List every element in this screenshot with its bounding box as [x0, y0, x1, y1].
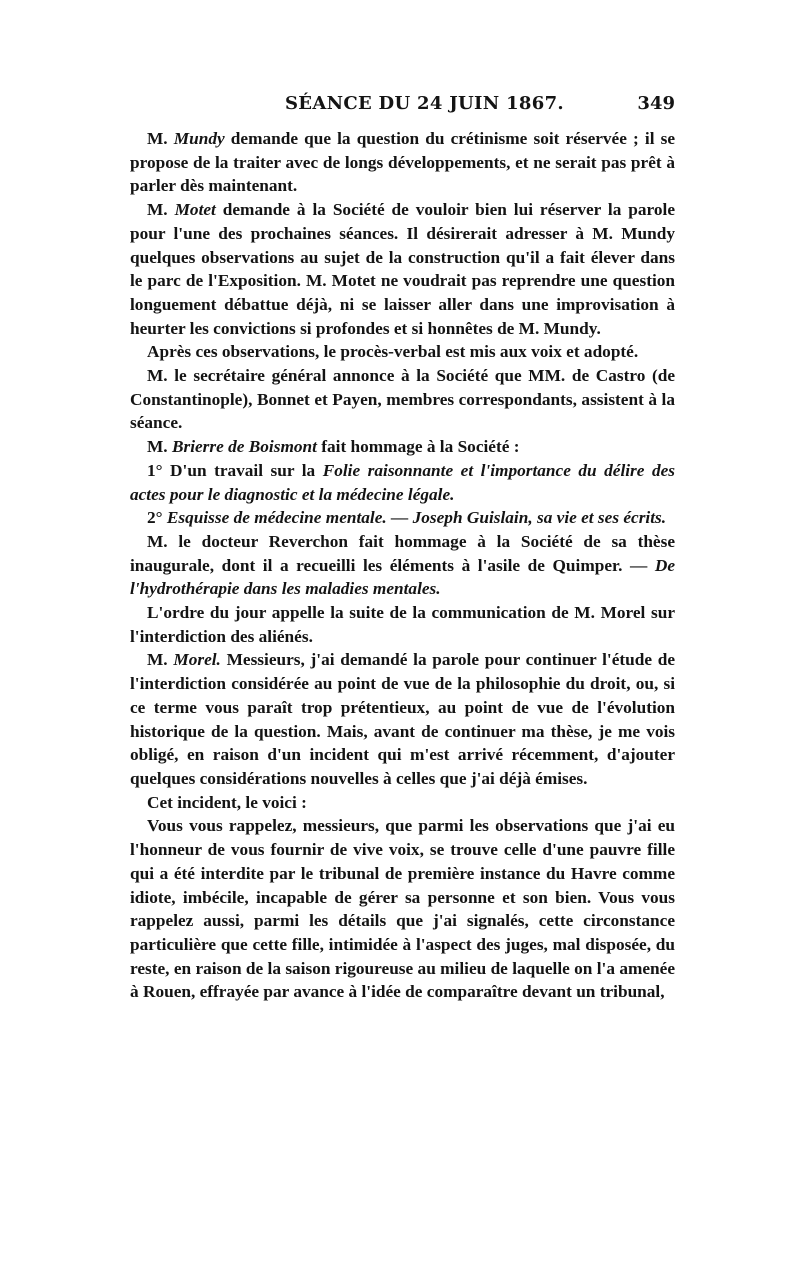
text-run: Cet incident, le voici : — [147, 792, 307, 812]
paragraph — [130, 791, 675, 815]
text-body — [130, 127, 675, 1004]
paragraph — [130, 648, 675, 790]
text-run: M. — [147, 437, 172, 457]
text-run: fait hommage à la Société : — [316, 437, 520, 457]
text-run: Après ces observations, le procès-verbal est mis aux voix et adopté. — [147, 342, 639, 362]
italic-text: Motet — [174, 200, 216, 220]
italic-text: Esquisse de médecine mentale. — Joseph Guislain, sa vie et ses écrits. — [166, 508, 667, 528]
paragraph — [130, 530, 675, 601]
paragraph — [130, 435, 675, 459]
text-run: Messieurs, j'ai demandé la parole pour continuer l'étude de l'interdiction considérée au point de vue de la philosophie du droit, ou, si ce terme vous paraît trop prétentieux, au point de vue de l'évolution historique de la question. Mais, avant de continuer ma thèse, je me vois obligé, en raison d'un incident qui m'est arrivé récemment, d'ajouter quelques considérations nouvelles à celles que j'ai déjà émises. — [130, 650, 675, 788]
text-run: M. le docteur Reverchon fait hommage à la Société de sa thèse inaugurale, dont il a recueilli les éléments à l'asile de Quimper. — — [130, 531, 675, 575]
text-run: 1° D'un travail sur la — [147, 460, 323, 480]
running-title: SÉANCE DU 24 JUIN 1867. — [285, 93, 564, 114]
paragraph — [130, 364, 675, 435]
paragraph — [130, 127, 675, 198]
text-run: demande que la question du crétinisme soit réservée ; il se propose de la traiter avec de longs développements, et ne serait pas prêt à parler dès maintenant. — [130, 129, 676, 196]
italic-text: De l'hydrothérapie dans les maladies mentales. — [130, 555, 675, 599]
paragraph — [130, 459, 675, 506]
text-run: demande à la Société de vouloir bien lui réserver la parole pour l'une des prochaines séances. Il désirerait adresser à M. Mundy quelques observations au sujet de la construction qu'il a fait élever dans le parc de l'Exposition. M. Motet ne voudrait pas reprendre une question longuement débattue déjà, ni se laisser aller dans une improvisation à heurter les convictions si profondes et si honnêtes de M. Mundy. — [130, 200, 676, 338]
page-number: 349 — [637, 93, 675, 114]
text-run: Vous vous rappelez, messieurs, que parmi les observations que j'ai eu l'honneur de vous fournir de vive voix, se trouve celle d'une pauvre fille qui a été interdite par le tribunal de première instance du Havre comme idiote, imbécile, incapable de gérer sa personne et son bien. Vous vous rappelez aussi, parmi les détails que j'ai signalés, cette circonstance particulière que cette fille, intimidée à l'aspect des juges, mal disposée, du reste, en raison de la saison rigoureuse au milieu de laquelle on l'a amenée à Rouen, effrayée par avance à l'idée de comparaître devant un tribunal, — [130, 816, 675, 1002]
text-run: L'ordre du jour appelle la suite de la communication de M. Morel sur l'interdiction des aliénés. — [130, 603, 675, 646]
italic-text: Folie raisonnante et l'importance du délire des actes pour le diagnostic et la médecine légale. — [130, 460, 675, 504]
text-run: M. — [147, 650, 174, 670]
paragraph — [130, 340, 675, 364]
paragraph — [130, 814, 675, 1004]
italic-text: Brierre de Boismont — [171, 437, 317, 457]
paragraph — [130, 198, 675, 340]
italic-text: Mundy — [173, 129, 225, 148]
italic-text: Morel. — [173, 650, 221, 670]
document-page — [130, 0, 675, 1270]
text-run: M. — [147, 200, 175, 220]
paragraph — [130, 601, 675, 648]
paragraph — [130, 506, 675, 530]
text-run: M. le secrétaire général annonce à la Société que MM. de Castro (de Constantinople), Bonnet et Payen, membres correspondants, assistent à la séance. — [130, 366, 675, 433]
text-run: M. — [147, 129, 174, 148]
running-header — [130, 93, 675, 121]
text-run: 2° — [147, 508, 167, 528]
